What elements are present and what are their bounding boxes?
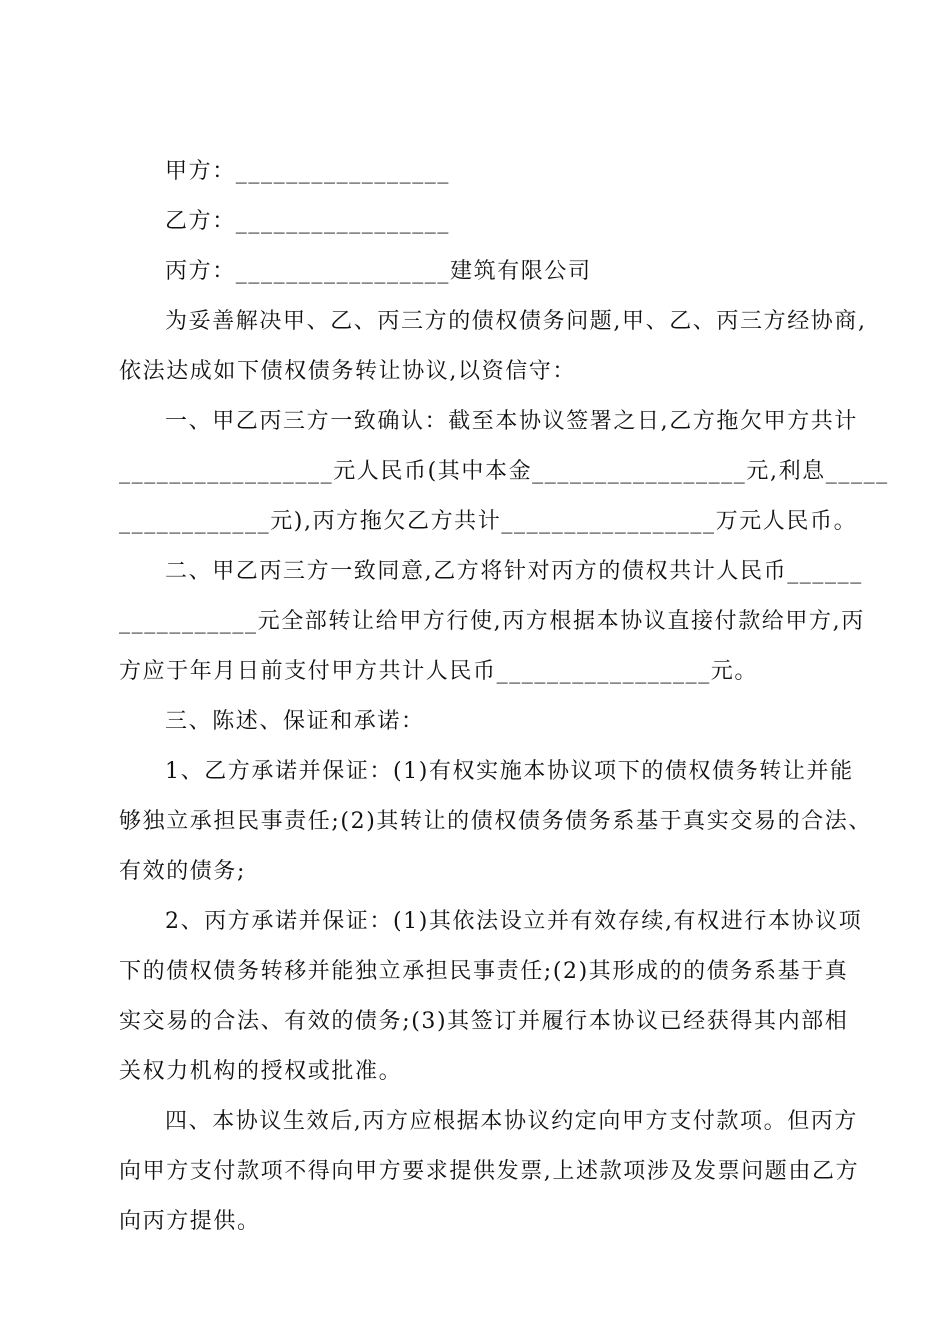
party-c-line: 丙方：_________________建筑有限公司: [165, 259, 592, 284]
clause-3-2-line-4: 关权力机构的授权或批准。: [119, 1059, 403, 1084]
clause-1-line-2: _________________元人民币(其中本金_________________元,利息_____: [119, 459, 889, 484]
clause-4-line-1: 四、本协议生效后,丙方应根据本协议约定向甲方支付款项。但丙方: [165, 1109, 858, 1134]
clause-3-heading: 三、陈述、保证和承诺：: [165, 709, 425, 734]
clause-3-1-line-3: 有效的债务;: [119, 859, 247, 884]
clause-3-1-line-2: 够独立承担民事责任;(2)其转让的债权债务债务系基于真实交易的合法、: [119, 809, 872, 834]
party-a-line: 甲方：_________________: [165, 159, 451, 184]
clause-4-line-3: 向丙方提供。: [119, 1209, 261, 1234]
clause-2-line-3: 方应于年月日前支付甲方共计人民币_________________元。: [119, 659, 759, 684]
party-b-line: 乙方：_________________: [165, 209, 451, 234]
clause-3-2-line-1: 2、丙方承诺并保证：(1)其依法设立并有效存续,有权进行本协议项: [165, 909, 863, 934]
clause-1-line-3: ____________元),丙方拖欠乙方共计_________________万元人民币。: [119, 509, 858, 534]
clause-3-1-line-1: 1、乙方承诺并保证：(1)有权实施本协议项下的债权债务转让并能: [165, 759, 854, 784]
clause-2-line-2: ___________元全部转让给甲方行使,丙方根据本协议直接付款给甲方,丙: [119, 609, 865, 634]
clause-2-line-1: 二、甲乙丙三方一致同意,乙方将针对丙方的债权共计人民币______: [165, 559, 863, 584]
preamble-line-2: 依法达成如下债权债务转让协议,以资信守：: [119, 359, 576, 384]
clause-3-2-line-3: 实交易的合法、有效的债务;(3)其签订并履行本协议已经获得其内部相: [119, 1009, 849, 1034]
preamble-line-1: 为妥善解决甲、乙、丙三方的债权债务问题,甲、乙、丙三方经协商,: [165, 309, 867, 334]
clause-1-line-1: 一、甲乙丙三方一致确认：截至本协议签署之日,乙方拖欠甲方共计: [165, 409, 858, 434]
clause-4-line-2: 向甲方支付款项不得向甲方要求提供发票,上述款项涉及发票问题由乙方: [119, 1159, 860, 1184]
clause-3-2-line-2: 下的债权债务转移并能独立承担民事责任;(2)其形成的的债务系基于真: [119, 959, 849, 984]
